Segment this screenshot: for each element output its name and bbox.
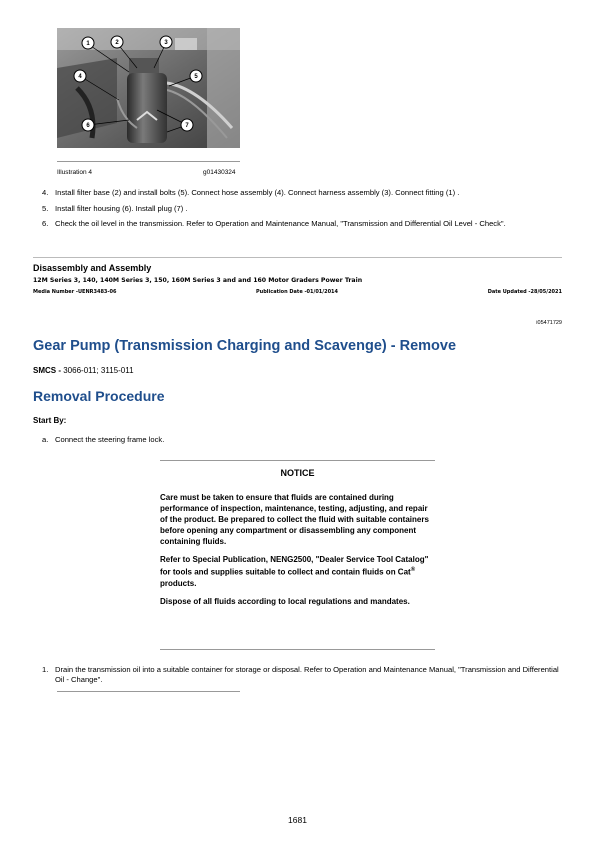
section-title: Disassembly and Assembly — [33, 263, 152, 273]
callout-5 — [190, 70, 202, 82]
step-number: 4. — [42, 188, 49, 197]
page-title: Gear Pump (Transmission Charging and Scavenge) - Remove — [33, 338, 457, 354]
start-by-list — [42, 435, 562, 451]
smcs-label: SMCS - — [33, 366, 61, 375]
caption-divider — [57, 161, 240, 162]
callout-7 — [181, 119, 193, 131]
svg-text:2: 2 — [115, 40, 119, 46]
callout-3 — [160, 36, 172, 48]
callout-1 — [82, 37, 94, 49]
registered-mark: ® — [410, 567, 416, 573]
callout-6 — [82, 119, 94, 131]
notice-body — [160, 492, 435, 614]
start-by-label: Start By: — [33, 416, 67, 425]
page-number: 1681 — [288, 815, 307, 825]
step-letter: a. — [42, 435, 49, 444]
removal-steps-list — [42, 665, 562, 691]
notice-paragraph — [160, 554, 435, 589]
step-number: 6. — [42, 219, 49, 228]
notice-paragraph: Care must be taken to ensure that fluids are contained during performance of inspection, maintenance, testing, adjusting, and repair of the product. Be prepared to collect the fluid with suitable containers before opening any compartment or disassembling any component containing fluids. — [160, 493, 429, 546]
svg-text:7: 7 — [185, 123, 189, 129]
illustration-caption-code: g01430324 — [203, 169, 236, 176]
removal-procedure-heading: Removal Procedure — [33, 388, 165, 404]
step-number: 1. — [42, 665, 49, 674]
step-text: Install filter housing (6). Install plug (7) . — [55, 203, 188, 213]
step-text: Check the oil level in the transmission. Refer to Operation and Maintenance Manual, "Transmission and Differential Oil Level - Check". — [55, 219, 506, 228]
step-text: Install filter base (2) and install bolts (5). Connect hose assembly (4). Connect harness assembly (3). Connect fitting (1) . — [55, 188, 460, 197]
list-item — [42, 219, 562, 229]
callout-2 — [111, 36, 123, 48]
list-item — [42, 435, 562, 445]
callout-labels — [57, 28, 240, 148]
svg-text:6: 6 — [86, 123, 90, 129]
smcs-codes — [33, 366, 134, 375]
section-subtitle: 12M Series 3, 140, 140M Series 3, 150, 160M Series 3 and and 160 Motor Graders Power Train — [33, 277, 363, 284]
list-item — [42, 204, 562, 214]
step-divider — [57, 691, 240, 692]
step-text: Connect the steering frame lock. — [55, 435, 165, 444]
notice-top-rule — [160, 460, 435, 461]
section-divider — [33, 257, 562, 258]
publication-date: Publication Date -01/01/2014 — [256, 289, 339, 295]
notice-text: Refer to Special Publication, NENG2500, "Dealer Service Tool Catalog" for tools and supplies suitable to collect and contain fluids on Cat — [160, 555, 429, 577]
svg-text:1: 1 — [86, 41, 90, 47]
document-id: i05471729 — [536, 320, 562, 326]
media-number: Media Number -UENR3483-06 — [33, 289, 117, 295]
step-number: 5. — [42, 203, 49, 213]
list-item — [42, 188, 562, 198]
step-text: Drain the transmission oil into a suitable container for storage or disposal. Refer to Operation and Maintenance Manual, "Transmission and Differential Oil - Change". — [55, 665, 559, 684]
notice-text: products. — [160, 578, 197, 588]
illustration-photo — [57, 28, 240, 148]
list-item — [42, 665, 562, 685]
svg-text:3: 3 — [164, 40, 168, 46]
illustration-caption-label: Illustration 4 — [57, 169, 93, 176]
install-steps-list — [42, 188, 562, 235]
callout-4 — [74, 70, 86, 82]
notice-bottom-rule — [160, 649, 435, 650]
svg-text:5: 5 — [194, 74, 198, 80]
notice-heading: NOTICE — [280, 468, 315, 478]
svg-text:4: 4 — [78, 74, 82, 80]
smcs-values: 3066-011; 3115-011 — [63, 366, 134, 375]
date-updated: Date Updated -28/05/2021 — [487, 289, 562, 295]
notice-paragraph: Dispose of all fluids according to local regulations and mandates. — [160, 596, 410, 606]
